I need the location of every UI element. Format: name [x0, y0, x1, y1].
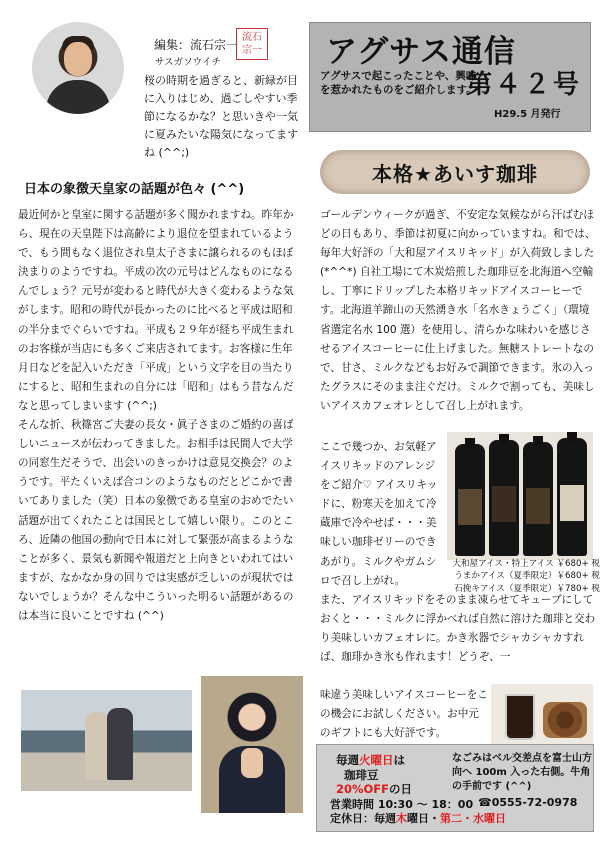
article-paragraph: 最近何かと皇室に関する話題が多く聞かれますね。昨年から、現在の天皇陛下は高齢により退位を望まれているようで、もう間もなく退位され皇太子さまに譲られるのもほぼ決まりのようですね。平成の次の元号はどんなものになるんでしょう？元号が変わると時代が大きく変わるような気がします。昭和の時代が長かったのに比べると平成は昭和の半分までぐらいですね。平成も２９年が経ち平成生まれのお客様が当店にも多くご来店されてます。お客様に生年月日などを記入いただき「平成」という文字を目の当たりにすると、昭和生まれの自分には「昭和」はもう昔なんだなと思ってしまいます (^^;) [18, 209, 294, 412]
phone-number: ☎0555-72-0978 [478, 796, 578, 809]
princess-photo [201, 676, 303, 813]
bottle-captions [444, 558, 600, 595]
discount-day-line: 毎週火曜日は [336, 753, 405, 767]
coffee-body-cube: また、アイスリキッドをそのまま凍らせてキューブにしておくと・・・ミルクに浮かべれば自然に溶けた珈琲と交わり美味しいカフェオレに。かき氷器でシャカシャカすれば、珈琲かき氷も作れます！どうぞ、一 [320, 594, 596, 664]
closed-days: 定休日：毎週木曜日・第二・水曜日 [330, 812, 506, 825]
discount-item: 珈琲豆 [344, 768, 379, 782]
editor-greeting: 桜の時期を過ぎると、新緑が目に入りはじめ、過ごしやすい季節になるかな？と思いきや一気に夏みたいな陽気になってますね (^^;) [144, 74, 298, 159]
coffee-body-intro: ゴールデンウィークが過ぎ、不安定な気候ながら汗ばむほどの日もあり、季節は初夏に向かっていますね。和では、毎年大好評の「大和屋アイスリキッド」が入荷致しました (*^^*) 自社工場にて木炭焙煎した珈琲豆を北海道へ空輸し、丁寧にドリップした本格リキッドアイスコーヒーです。北海道羊蹄山の天然湧き水「名水きょうごく」（環境省選定名水 100 選）を使用し、清らかな味わいを感じさせるアイスコーヒーに仕上げました。無糖ストレートなので、甘さ、ミルクなどもお好みで調節できます。氷の入ったグラスにそのまま注ぐだけ。ミルクで割っても、美味しいアイスカフェオレとして召し上がれます。 [320, 209, 596, 412]
editor-seal-stamp: 流石 宗一 [236, 28, 268, 60]
issue-date: H29.5 月発行 [494, 109, 561, 120]
newsletter-subtitle: アグサスで起こったことや、興味を惹かれたものをご紹介します。 [320, 70, 477, 96]
editor-name: 編集：流石宗一 [154, 38, 239, 52]
bottle-caption: 石挽キアイス（夏季限定）￥780+ 税 [454, 583, 600, 594]
article-paragraph: そんな折、秋篠宮ご夫妻の長女・眞子さまのご婚約の喜ばしいニュースが伝わってきました。お相手は民間人で大学の同窓生だそうで、出会いのきっかけは意見交換会？のようです。平たくいえば合コンのようなものだとどこかで書いてありました（笑）日本の象徴である皇室のおめでたい話題が出てくれたことは国民として嬉しい限り。このところ、近隣の他国の動向で日本に対して緊張が高まるようなことが多く、景気も新聞や報道だと上向きといわれてはいますが、なかなか身の回りでは実感が乏しいのが現状ではないでしょうか？そんな中こういった明るい話題があるのは本当に良いことですね (^^) [18, 419, 294, 622]
discount-rate-line: 20%OFFの日 [336, 782, 413, 796]
coffee-body-arrange: ここで幾つか、お気軽アイスリキッドのアレンジをご紹介♡ アイスリキッドに、粉寒天を加えて冷蔵庫で冷やせば・・・美味しい珈琲ゼリーのできあがり。ミルクやガムシロで召し上がれ。 [320, 441, 438, 587]
bottle-caption: 大和屋アイス・特上アイス ￥680+ 税 [452, 559, 600, 569]
editor-photo [32, 22, 124, 114]
iced-coffee-photo [491, 684, 593, 746]
store-location: なごみはベル交差点を富士山方向へ 100m 入った右側。牛角の手前です (^^) [452, 753, 592, 792]
editor-name-kana: サスガソウイチ [155, 57, 221, 68]
bottle-caption: うまかアイス（夏季限定）￥680+ 税 [454, 571, 600, 582]
imperial-couple-photo [21, 690, 192, 791]
issue-number: 第４２号 [466, 70, 583, 100]
discount-weekday: 火曜日 [359, 753, 394, 767]
discount-rate: 20%OFF [336, 782, 390, 796]
coffee-title: 本格★あいす珈琲 [372, 162, 538, 186]
article-body [18, 206, 301, 626]
article-title: 日本の象徴天皇家の話題が色々 (^^) [24, 182, 245, 197]
coffee-body-closing: 味違う美味しいアイスコーヒーをこの機会にお試しください。お中元のギフトにも大好評です。 [320, 689, 489, 740]
business-hours: 営業時間 10:30 ～ 18：00 [330, 798, 474, 811]
newsletter-title: アグサス通信 [326, 34, 516, 70]
coffee-bottles-photo [447, 432, 593, 560]
